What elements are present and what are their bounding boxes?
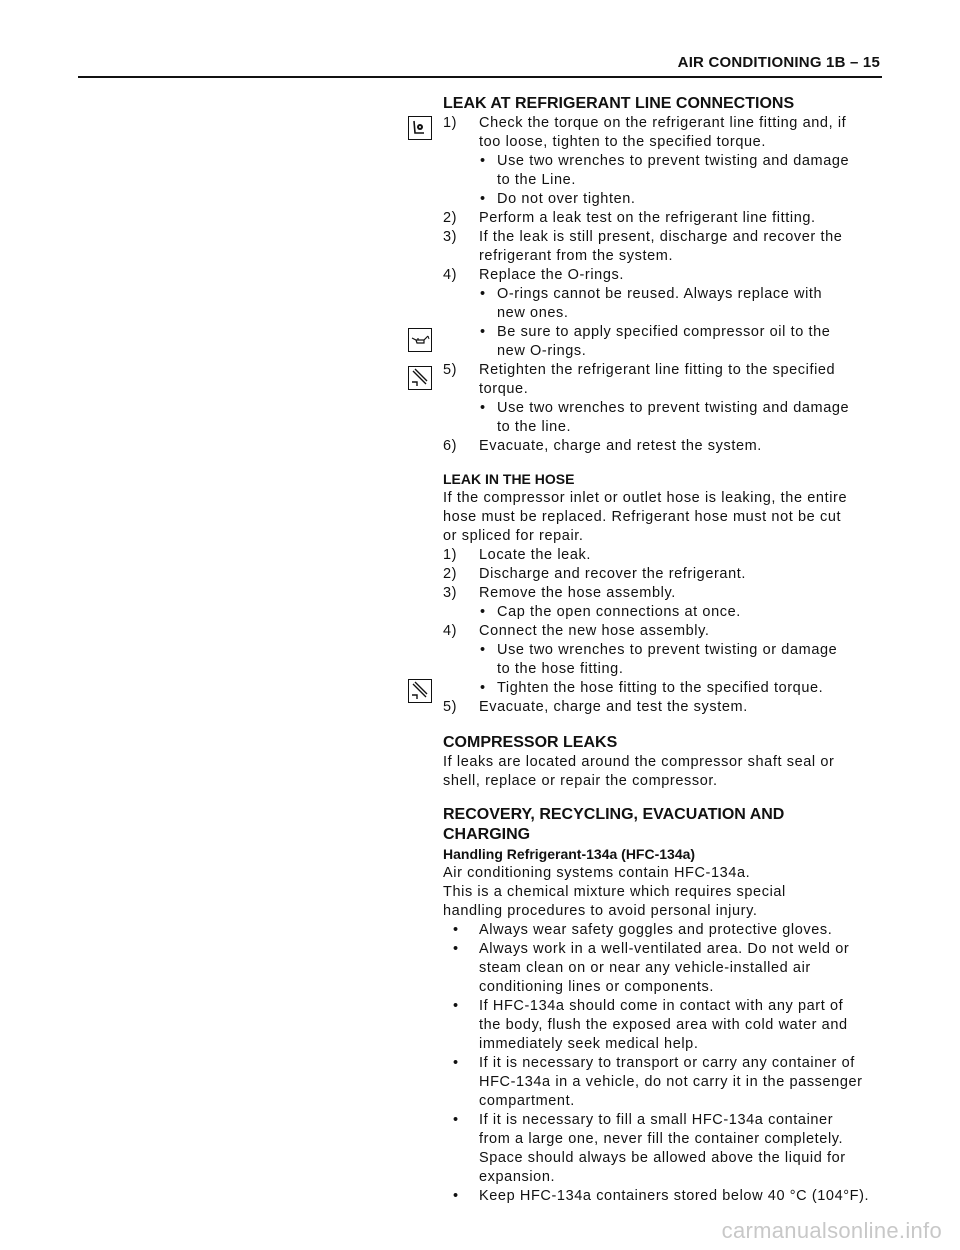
oil-can-icon (408, 328, 432, 352)
section-paragraph (443, 753, 893, 791)
numbered-step (443, 114, 893, 133)
section-heading: RECOVERY, RECYCLING, EVACUATION AND (443, 806, 785, 823)
continuation-line (443, 959, 893, 978)
bullet-item (443, 641, 893, 660)
bullet-glyph: • (480, 153, 486, 169)
item-text: new ones. (497, 305, 569, 321)
bullet-glyph: • (453, 1188, 459, 1204)
paragraph-line: hose must be replaced. Refrigerant hose must not be cut (443, 509, 842, 525)
step-number: 1) (443, 547, 458, 563)
item-text: Cap the open connections at once. (497, 604, 741, 620)
bullet-item (443, 285, 893, 304)
paragraph-line: This is a chemical mixture which requires special (443, 884, 786, 900)
bullet-item (443, 190, 893, 209)
numbered-step (443, 209, 893, 228)
continuation-line (443, 660, 893, 679)
step-number: 4) (443, 623, 458, 639)
item-text: too loose, tighten to the specified torque. (479, 134, 766, 150)
section-heading: LEAK AT REFRIGERANT LINE CONNECTIONS (443, 95, 795, 112)
continuation-line (443, 133, 893, 152)
bullet-item (443, 997, 893, 1016)
bullet-glyph: • (453, 1112, 459, 1128)
continuation-line (443, 978, 893, 997)
numbered-step (443, 565, 893, 584)
item-text: Retighten the refrigerant line fitting to the specified (479, 362, 836, 378)
section-list (443, 546, 893, 717)
step-number: 5) (443, 699, 458, 715)
item-text: expansion. (479, 1169, 556, 1185)
continuation-line (443, 1149, 893, 1168)
bullet-glyph: • (480, 642, 486, 658)
continuation-line (443, 247, 893, 266)
item-text: Perform a leak test on the refrigerant line fitting. (479, 210, 816, 226)
item-text: Space should always be allowed above the liquid for (479, 1150, 846, 1166)
continuation-line (443, 342, 893, 361)
page-title: AIR CONDITIONING 1B – 15 (677, 54, 880, 71)
item-text: Use two wrenches to prevent twisting and damage (497, 400, 850, 416)
item-text: refrigerant from the system. (479, 248, 674, 264)
paragraph-line: handling procedures to avoid personal injury. (443, 903, 758, 919)
section-list (443, 114, 893, 456)
bullet-item (443, 940, 893, 959)
item-text: If HFC-134a should come in contact with any part of (479, 998, 844, 1014)
step-number: 1) (443, 115, 458, 131)
item-text: new O-rings. (497, 343, 587, 359)
item-text: HFC-134a in a vehicle, do not carry it in the passenger (479, 1074, 863, 1090)
step-number: 2) (443, 210, 458, 226)
bullet-item (443, 921, 893, 940)
bullet-glyph: • (480, 324, 486, 340)
item-text: Use two wrenches to prevent twisting or damage (497, 642, 838, 658)
step-number: 6) (443, 438, 458, 454)
item-text: Remove the hose assembly. (479, 585, 676, 601)
item-text: torque. (479, 381, 529, 397)
item-text: Always wear safety goggles and protective gloves. (479, 922, 833, 938)
item-text: Discharge and recover the refrigerant. (479, 566, 747, 582)
numbered-step (443, 698, 893, 717)
continuation-line (443, 1035, 893, 1054)
step-number: 3) (443, 229, 458, 245)
item-text: Keep HFC-134a containers stored below 40 °C (104°F). (479, 1188, 870, 1204)
item-text: If the leak is still present, discharge and recover the (479, 229, 843, 245)
bullet-glyph: • (453, 922, 459, 938)
item-text: Be sure to apply specified compressor oil to the (497, 324, 831, 340)
item-text: Tighten the hose fitting to the specified torque. (497, 680, 824, 696)
paragraph-line: Air conditioning systems contain HFC-134a. (443, 865, 751, 881)
bullet-glyph: • (480, 191, 486, 207)
torque-check-icon (408, 116, 432, 140)
bullet-glyph: • (453, 941, 459, 957)
numbered-step (443, 546, 893, 565)
bullet-item (443, 1111, 893, 1130)
continuation-line (443, 1016, 893, 1035)
item-text: If it is necessary to transport or carry any container of (479, 1055, 855, 1071)
section-paragraph (443, 864, 893, 921)
step-number: 5) (443, 362, 458, 378)
item-text: Connect the new hose assembly. (479, 623, 710, 639)
continuation-line (443, 1168, 893, 1187)
item-text: compartment. (479, 1093, 575, 1109)
continuation-line (443, 171, 893, 190)
item-text: Do not over tighten. (497, 191, 636, 207)
bullet-item (443, 679, 893, 698)
numbered-step (443, 622, 893, 641)
step-number: 4) (443, 267, 458, 283)
item-text: Replace the O-rings. (479, 267, 624, 283)
continuation-line (443, 304, 893, 323)
bullet-item (443, 399, 893, 418)
numbered-step (443, 266, 893, 285)
paragraph-line: If the compressor inlet or outlet hose is leaking, the entire (443, 490, 848, 506)
continuation-line (443, 1092, 893, 1111)
watermark: carmanualsonline.info (721, 1218, 942, 1243)
paragraph-line: or spliced for repair. (443, 528, 584, 544)
bullet-item (443, 603, 893, 622)
item-text: Evacuate, charge and retest the system. (479, 438, 762, 454)
item-text: Always work in a well-ventilated area. Do not weld or (479, 941, 850, 957)
section-heading: COMPRESSOR LEAKS (443, 734, 618, 751)
bullet-glyph: • (480, 604, 486, 620)
section-heading: CHARGING (443, 826, 531, 843)
item-text: Evacuate, charge and test the system. (479, 699, 748, 715)
numbered-step (443, 437, 893, 456)
section-heading: LEAK IN THE HOSE (443, 471, 575, 487)
continuation-line (443, 1130, 893, 1149)
section-bullets (443, 921, 893, 1206)
section-subheading: Handling Refrigerant-134a (HFC-134a) (443, 846, 696, 862)
wrench-tighten-icon (408, 366, 432, 390)
paragraph-line: If leaks are located around the compressor shaft seal or (443, 754, 835, 770)
numbered-step (443, 584, 893, 603)
bullet-glyph: • (480, 286, 486, 302)
bullet-item (443, 152, 893, 171)
item-text: from a large one, never fill the container completely. (479, 1131, 844, 1147)
bullet-item (443, 1054, 893, 1073)
item-text: Check the torque on the refrigerant line fitting and, if (479, 115, 847, 131)
paragraph-line: shell, replace or repair the compressor. (443, 773, 718, 789)
item-text: Use two wrenches to prevent twisting and damage (497, 153, 850, 169)
section-paragraph (443, 489, 893, 546)
bullet-glyph: • (453, 998, 459, 1014)
item-text: Locate the leak. (479, 547, 591, 563)
bullet-glyph: • (480, 400, 486, 416)
page-header (78, 54, 882, 78)
wrench-tighten-icon (408, 679, 432, 703)
numbered-step (443, 361, 893, 380)
item-text: conditioning lines or components. (479, 979, 715, 995)
item-text: to the hose fitting. (497, 661, 624, 677)
step-number: 2) (443, 566, 458, 582)
continuation-line (443, 380, 893, 399)
continuation-line (443, 418, 893, 437)
bullet-item (443, 1187, 893, 1206)
numbered-step (443, 228, 893, 247)
item-text: to the line. (497, 419, 572, 435)
bullet-item (443, 323, 893, 342)
step-number: 3) (443, 585, 458, 601)
item-text: If it is necessary to fill a small HFC-134a container (479, 1112, 834, 1128)
item-text: steam clean on or near any vehicle-installed air (479, 960, 811, 976)
page-content (443, 94, 893, 1206)
bullet-glyph: • (453, 1055, 459, 1071)
bullet-glyph: • (480, 680, 486, 696)
continuation-line (443, 1073, 893, 1092)
item-text: to the Line. (497, 172, 576, 188)
item-text: the body, flush the exposed area with cold water and (479, 1017, 848, 1033)
item-text: O-rings cannot be reused. Always replace with (497, 286, 823, 302)
item-text: immediately seek medical help. (479, 1036, 699, 1052)
